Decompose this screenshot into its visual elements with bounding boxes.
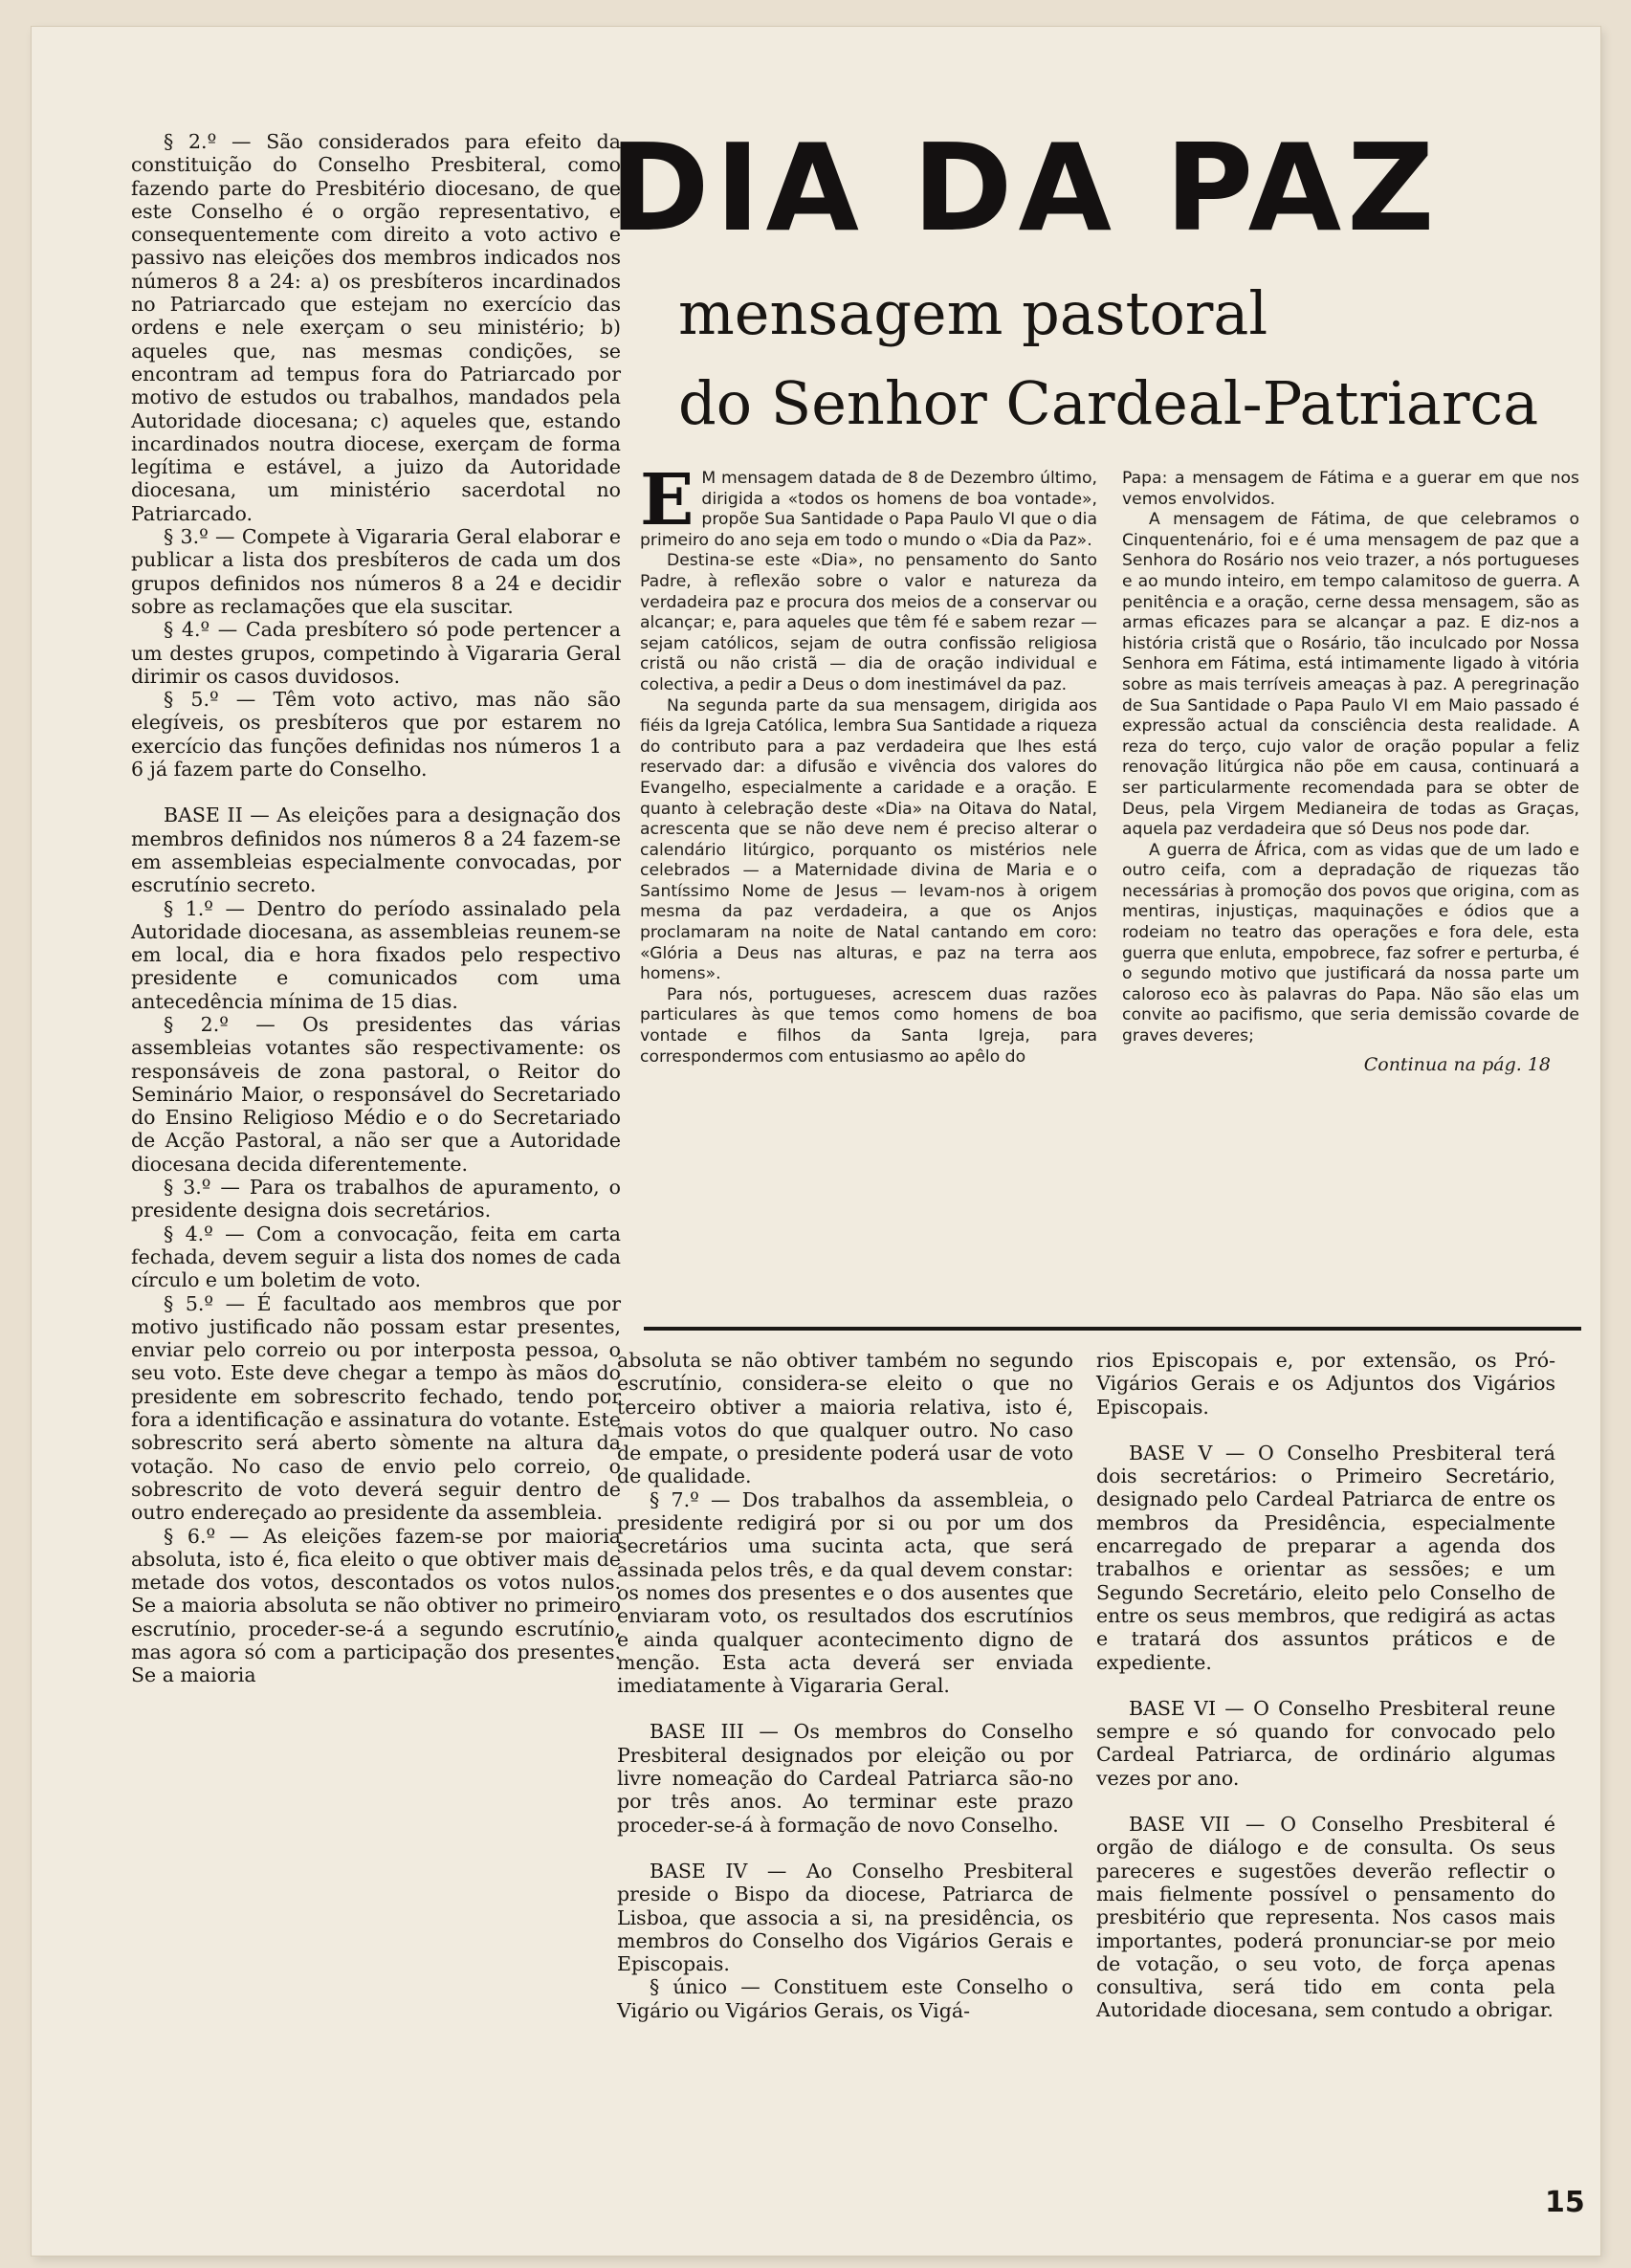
paragraph: rios Episcopais e, por extensão, os Pró-Vigários Gerais e os Adjuntos dos Vigários Episcopais. [1096,1349,1555,1419]
paragraph: BASE III — Os membros do Conselho Presbiteral designados por eleição ou por livre nomeação do Cardeal Patriarca são-no por três anos. Ao terminar este prazo proceder-se-á à formação de novo Conselho. [617,1720,1073,1837]
paragraph: BASE IV — Ao Conselho Presbiteral preside o Bispo da diocese, Patriarca de Lisboa, que associa a si, na presidência, os membros do Conselho dos Vigários Gerais e Episcopais. [617,1859,1073,1976]
paragraph: § 2.º — São considerados para efeito da constituição do Conselho Presbiteral, como fazendo parte do Presbitério diocesano, de que este Conselho é o orgão representativo, e consequentemente com direito a voto activo e passivo nas eleições dos membros indicados nos números 8 a 24: a) os presbíteros incardinados no Patriarcado que estejam no exercício das ordens e nele exerçam o seu ministério; b) aqueles que, nas mesmas condições, se encontram ad tempus fora do Patriarcado por motivo de estudos ou trabalhos, mandados pela Autoridade diocesana; c) aqueles que, estando incardinados noutra diocese, exerçam de forma legítima e estável, a juizo da Autoridade diocesana, um ministério sacerdotal no Patriarcado. [131,130,621,525]
subtitle-line: mensagem pastoral [678,278,1268,348]
paragraph: Papa: a mensagem de Fátima e a guerar em que nos vemos envolvidos. [1122,469,1579,509]
paragraph: BASE II — As eleições para a designação dos membros definidos nos números 8 a 24 fazem-se em assembleias especialmente convocadas, por escrutínio secreto. [131,804,621,897]
paragraph: Para nós, portugueses, acrescem duas razões particulares às que temos como homens de boa vontade e filhos da Santa Igreja, para correspondermos com entusiasmo ao apêlo do [640,984,1097,1067]
left-column [131,130,621,1687]
subtitle-line: do Senhor Cardeal-Patriarca [678,368,1539,438]
message-column-right [1122,469,1579,1075]
paragraph: § 5.º — É facultado aos membros que por motivo justificado não possam estar presentes, enviar pelo correio ou por interposta pessoa, o seu voto. Este deve chegar a tempo às mãos do presidente em sobrescrito fechado, tendo por fora a identificação e assinatura do votante. Este sobrescrito será aberto sòmente na altura da votação. No caso de envio pelo correio, o sobrescrito de voto deverá seguir dentro de outro endereçado ao presidente da assembleia. [131,1291,621,1525]
paragraph: § 1.º — Dentro do período assinalado pela Autoridade diocesana, as assembleias reunem-se em local, dia e hora fixados pelo respectivo presidente e comunicados com uma antecedência mínima de 15 dias. [131,896,621,1013]
paragraph: BASE VII — O Conselho Presbiteral é orgão de diálogo e de consulta. Os seus pareceres e sugestões deverão reflectir o mais fielmente possível o pensamento do presbitério que representa. Nos casos mais importantes, poderá pronunciar-se por meio de votação, o seu voto, de força apenas consultiva, será tido em conta pela Autoridade diocesana, sem contudo a obrigar. [1096,1813,1555,2022]
magazine-page [32,27,1600,2256]
paragraph: Na segunda parte da sua mensagem, dirigida aos fiéis da Igreja Católica, lembra Sua Santidade a riqueza do contributo para a paz verdadeira que lhes está reservado dar: a difusão e vivência dos valores do Evangelho, especialmente a caridade e a oração. E quanto à celebração deste «Dia» na Oitava do Natal, acrescenta que se não deve nem é preciso alterar o calendário litúrgico, porquanto os mistérios nele celebrados — a Maternidade divina de Maria e o Santíssimo Nome de Jesus — levam-nos à origem mesma da paz verdadeira, a que os Anjos proclamaram na noite de Natal cantando em coro: «Glória a Deus nas alturas, e paz na terra aos homens». [640,695,1097,984]
paragraph: § 4.º — Com a convocação, feita em carta fechada, devem seguir a lista dos nomes de cada círculo e um boletim de voto. [131,1222,621,1292]
bottom-middle-column [617,1349,1073,2022]
paragraph: A mensagem de Fátima, de que celebramos o Cinquentenário, foi e é uma mensagem de paz que a Senhora do Rosário nos veio trazer, a nós portugueses e ao mundo inteiro, em tempo calamitoso de guerra. A penitência e a oração, cerne dessa mensagem, são as armas eficazes para se alcançar a paz. E diz-nos a história cristã que o Rosário, tão inculcado por Nossa Senhora em Fátima, está intimamente ligado à vitória sobre as mais terríveis ameaças à paz. A peregrinação de Sua Santidade o Papa Paulo VI em Maio passado é expressão actual da consciência desta realidade. A reza do terço, cujo valor de oração popular a feliz renovação litúrgica não põe em causa, continuará a ser particularmente recomendada para se obter de Deus, pela Virgem Medianeira de todas as Graças, aquela paz verdadeira que só Deus nos pode dar. [1122,510,1579,840]
paragraph: § 6.º — As eleições fazem-se por maioria absoluta, isto é, fica eleito o que obtiver mais de metade dos votos, descontados os votos nulos. Se a maioria absoluta se não obtiver no primeiro escrutínio, proceder-se-á a segundo escrutínio, mas agora só com a participação dos presentes. Se a maioria [131,1524,621,1687]
paragraph-text: M mensagem datada de 8 de Dezembro último, dirigida a «todos os homens de boa vontade», propõe Sua Santidade o Papa Paulo VI que o dia primeiro do ano seja em todo o mundo o «Dia da Paz». [640,469,1097,550]
paragraph: BASE VI — O Conselho Presbiteral reune sempre e só quando for convocado pelo Cardeal Patriarca, de ordinário algumas vezes por ano. [1096,1696,1555,1790]
drop-cap: E [640,459,694,541]
article-subtitle [678,269,1616,449]
paragraph: § 4.º — Cada presbítero só pode pertencer a um destes grupos, competindo à Vigararia Geral dirimir os casos duvidosos. [131,618,621,688]
paragraph: § único — Constituem este Conselho o Vigário ou Vigários Gerais, os Vigá- [617,1975,1073,2022]
paragraph: § 5.º — Têm voto activo, mas não são elegíveis, os presbíteros que por estarem no exercício das funções definidas nos números 1 a 6 já fazem parte do Conselho. [131,688,621,782]
section-divider [644,1327,1581,1331]
paragraph: Destina-se este «Dia», no pensamento do Santo Padre, à reflexão sobre o valor e natureza da verdadeira paz e procura dos meios de a conservar ou alcançar; e, para aqueles que têm fé e sabem rezar — sejam católicos, sejam de outra confissão religiosa cristã ou não cristã — dia de oração individual e colectiva, a pedir a Deus o dom inestimável da paz. [640,551,1097,694]
continued-note: Continua na pág. 18 [1363,1053,1551,1075]
page-number: 15 [1545,2186,1585,2219]
paragraph: § 7.º — Dos trabalhos da assembleia, o presidente redigirá por si ou por um dos secretários uma sucinta acta, que será assinada pelos três, e da qual devem constar: os nomes dos presentes e o dos ausentes que enviaram voto, os resultados dos escrutínios e ainda qualquer acontecimento digno de menção. Esta acta deverá ser enviada imediatamente à Vigararia Geral. [617,1487,1073,1698]
message-column-middle [640,459,1097,1068]
paragraph: BASE V — O Conselho Presbiteral terá dois secretários: o Primeiro Secretário, designado pelo Cardeal Patriarca de entre os membros da Presidência, especialmente encarregado de preparar a agenda dos trabalhos e orientar as sessões; e um Segundo Secretário, eleito pelo Conselho de entre os seus membros, que redigirá as actas e tratará dos assuntos práticos e de expediente. [1096,1441,1555,1674]
paragraph: § 3.º — Compete à Vigararia Geral elaborar e publicar a lista dos presbíteros de cada um dos grupos definidos nos números 8 a 24 e decidir sobre as reclamações que ela suscitar. [131,525,621,618]
paragraph [640,459,1097,551]
paragraph: § 2.º — Os presidentes das várias assembleias votantes são respectivamente: os responsáveis de zona pastoral, o Reitor do Seminário Maior, o responsável do Secretariado do Ensino Religioso Médio e o do Secretariado de Acção Pastoral, a não ser que a Autoridade diocesana decida diferentemente. [131,1012,621,1176]
paragraph: A guerra de África, com as vidas que de um lado e outro ceifa, com a depradação de riquezas tão necessárias à promoção dos povos que origina, com as mentiras, injustiças, maquinações e ódios que a rodeiam no teatro das operações e fora dele, esta guerra que enluta, empobrece, faz sofrer e perturba, é o segundo motivo que justificará da nossa parte um caloroso eco às palavras do Papa. Não são elas um convite ao pacifismo, que seria demissão covarde de graves deveres; [1122,840,1579,1046]
paragraph: § 3.º — Para os trabalhos de apuramento, o presidente designa dois secretários. [131,1176,621,1222]
bottom-right-column [1096,1349,1555,2022]
article-title: DIA DA PAZ [609,118,1441,258]
paragraph: absoluta se não obtiver também no segundo escrutínio, considera-se eleito o que no terceiro obtiver a maioria relativa, isto é, mais votos do que qualquer outro. No caso de empate, o presidente poderá usar de voto de qualidade. [617,1349,1073,1488]
